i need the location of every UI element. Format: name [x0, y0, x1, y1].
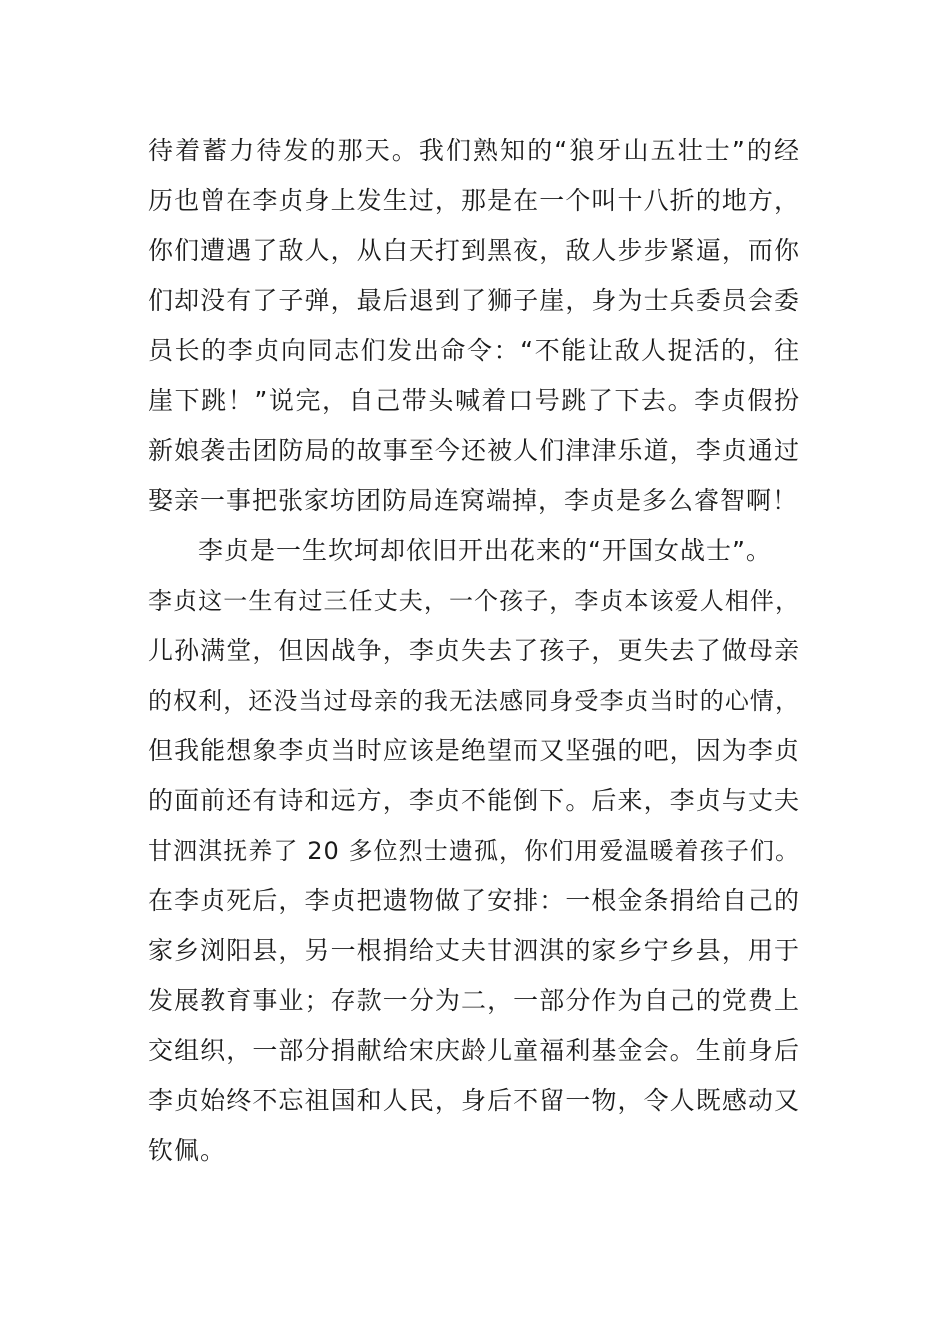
text-line-10: 李贞这一生有过三任丈夫，一个孩子，李贞本该爱人相伴，	[148, 587, 800, 615]
text-line-8: 娶亲一事把张家坊团防局连窝端掉，李贞是多么睿智啊！	[148, 486, 799, 515]
text-line-16: 在李贞死后，李贞把遗物做了安排：一根金条捐给自己的	[148, 886, 800, 915]
text-line-7: 新娘袭击团防局的故事至今还被人们津津乐道，李贞通过	[148, 436, 800, 465]
text-line-14: 的面前还有诗和远方，李贞不能倒下。后来，李贞与丈夫	[148, 786, 800, 815]
text-line-5: 员长的李贞向同志们发出命令：“不能让敌人捉活的，往	[148, 336, 800, 365]
text-line-12: 的权利，还没当过母亲的我无法感同身受李贞当时的心情，	[148, 687, 800, 715]
text-line-19: 交组织，一部分捐献给宋庆龄儿童福利基金会。生前身后	[148, 1036, 800, 1065]
text-line-1: 待着蓄力待发的那天。我们熟知的“狼牙山五壮士”的经	[148, 136, 800, 165]
text-line-15: 甘泗淇抚养了 20 多位烈士遗孤，你们用爱温暖着孩子们。	[148, 837, 800, 865]
text-line-20: 李贞始终不忘祖国和人民，身后不留一物，令人既感动又	[148, 1086, 800, 1115]
text-line-17: 家乡浏阳县，另一根捐给丈夫甘泗淇的家乡宁乡县，用于	[148, 936, 800, 965]
text-line-21: 钦佩。	[148, 1136, 227, 1165]
text-line-11: 儿孙满堂，但因战争，李贞失去了孩子，更失去了做母亲	[148, 636, 800, 665]
text-line-13: 但我能想象李贞当时应该是绝望而又坚强的吧，因为李贞	[148, 736, 800, 765]
text-line-3: 你们遭遇了敌人，从白天打到黑夜，敌人步步紧逼，而你	[148, 236, 800, 265]
text-line-6: 崖下跳！”说完，自己带头喊着口号跳了下去。李贞假扮	[148, 386, 800, 415]
text-line-2: 历也曾在李贞身上发生过，那是在一个叫十八折的地方，	[148, 186, 800, 215]
text-line-9: 李贞是一生坎坷却依旧开出花来的“开国女战士”。	[198, 536, 772, 565]
text-line-18: 发展教育事业；存款一分为二，一部分作为自己的党费上	[148, 986, 800, 1015]
text-line-4: 们却没有了子弹，最后退到了狮子崖，身为士兵委员会委	[148, 286, 800, 315]
